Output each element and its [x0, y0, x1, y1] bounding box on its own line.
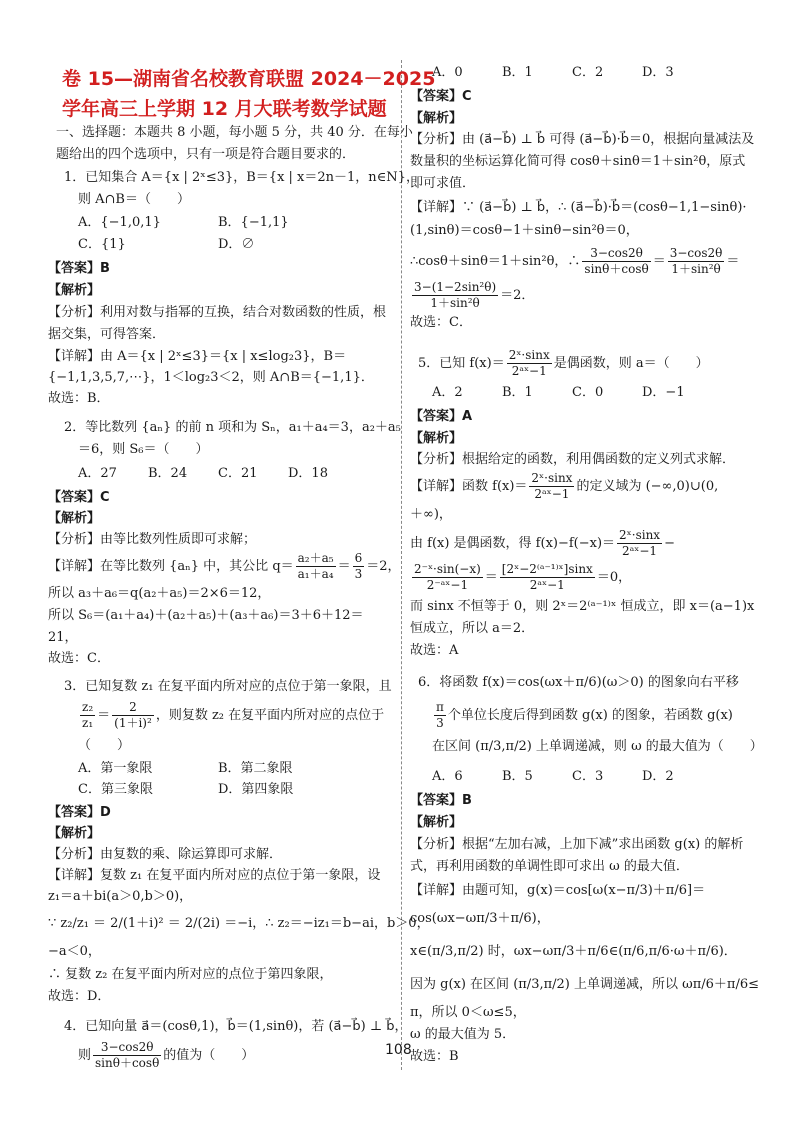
- analysis-text: 【分析】由 (a⃗−b⃗) ⊥ b⃗ 可得 (a⃗−b⃗)·b⃗＝0，根据向量减法及: [410, 132, 755, 147]
- question-stem: （ ）: [78, 738, 131, 753]
- solution-text: 【详解】由 A＝{x | 2ˣ≤3}＝{x | x≤log₂3}，B＝: [48, 349, 347, 364]
- option-a: A．2: [432, 385, 463, 400]
- option-c: C．第三象限: [78, 782, 153, 797]
- answer-label: 【答案】B: [410, 793, 472, 808]
- analysis-text: 数量积的坐标运算化简可得 cosθ＋sinθ＝1＋sin²θ，原式: [410, 154, 746, 169]
- solution-text: x∈(π/3,π/2) 时，ωx−ωπ/3＋π/6∈(π/6,π/6·ω＋π/6)．: [410, 944, 737, 959]
- solution-text: 【详解】复数 z₁ 在复平面内所对应的点位于第一象限，设: [48, 868, 381, 883]
- solution-text: 【详解】在等比数列 {aₙ} 中，其公比 q＝ $\frac{\text{a₂＋a₅}}{\text{a₁＋a₄}}$ ＝ $\frac{6}{3}$ ＝2，: [48, 551, 401, 581]
- option-b: B．1: [502, 385, 533, 400]
- solution-text: ∵ z₂/z₁ ＝ 2/(1＋i)² ＝ 2/(2i) ＝−i，∴ z₂＝−iz₁＝b−ai，b＞0，: [48, 916, 430, 931]
- analysis-text: 式，再利用函数的单调性即可求出 ω 的最大值．: [410, 859, 689, 874]
- solution-text: 恒成立，所以 a＝2．: [410, 621, 535, 636]
- analysis-label: 【解析】: [410, 815, 463, 830]
- solution-text: 所以 S₆＝(a₁＋a₄)＋(a₂＋a₅)＋(a₃＋a₆)＝3＋6＋12＝: [48, 608, 364, 623]
- solution-text: 由 f(x) 是偶函数，得 f(x)−f(−x)＝ $\frac{\text{2ˣ·sinx}}{\text{2ᵃˣ−1}}$ −: [410, 528, 675, 558]
- exam-title-line2: 学年高三上学期 12 月大联考数学试题: [62, 98, 387, 120]
- option-a: A．27: [78, 466, 117, 481]
- solution-text: (1,sinθ)＝cosθ−1＋sinθ−sin²θ＝0，: [410, 223, 639, 238]
- question-stem: 则 $\frac{3-\cos 2\theta}{\sin\theta+\cos\theta}$ 的值为（ ）: [78, 1040, 255, 1070]
- option-d: D．−1: [642, 385, 685, 400]
- solution-text: z₁＝a＋bi(a＞0,b＞0)，: [48, 889, 193, 904]
- solution-text: 【详解】函数 f(x)＝ $\frac{\text{2ˣ·sinx}}{\text{2ᵃˣ−1}}$ 的定义域为 (−∞,0)∪(0,: [410, 471, 719, 501]
- option-b: B．1: [502, 65, 533, 80]
- answer-label: 【答案】D: [48, 805, 111, 820]
- option-d: D．18: [288, 466, 328, 481]
- solution-text: ＋∞)，: [410, 507, 452, 522]
- question-stem: 3．已知复数 z₁ 在复平面内所对应的点位于第一象限，且: [64, 679, 392, 694]
- solution-text: $\frac{\text{2⁻ˣ·sin(−x)}}{\text{2⁻ᵃˣ−1}}$ ＝ $\frac{\text{[2ˣ−2⁽ᵃ⁻¹⁾ˣ]sinx}}{\text{2ᵃˣ−1}}$ ＝0，: [414, 562, 632, 592]
- option-b: B．5: [502, 769, 533, 784]
- question-stem: 则 A∩B＝（ ）: [78, 192, 190, 207]
- analysis-text: 【分析】利用对数与指幂的互换，结合对数函数的性质，根: [48, 305, 387, 320]
- question-stem: 6．将函数 f(x)＝cos(ωx＋π/6)(ω＞0) 的图象向右平移: [418, 675, 739, 690]
- option-a: A．0: [432, 65, 463, 80]
- option-d: D．第四象限: [218, 782, 294, 797]
- solution-text: 所以 a₃＋a₆＝q(a₂＋a₅)＝2×6＝12，: [48, 586, 271, 601]
- choose-text: 故选：B．: [48, 391, 110, 406]
- option-c: C．3: [572, 769, 604, 784]
- choose-text: 故选：C．: [410, 315, 472, 330]
- answer-label: 【答案】C: [410, 89, 472, 104]
- answer-label: 【答案】C: [48, 490, 110, 505]
- choose-text: 故选：B: [410, 1049, 459, 1064]
- analysis-label: 【解析】: [48, 511, 101, 526]
- question-stem: ＝6，则 S₆＝（ ）: [78, 442, 209, 457]
- solution-text: cos(ωx−ωπ/3＋π/6)，: [410, 911, 550, 926]
- solution-text: π，所以 0＜ω≤5，: [410, 1005, 526, 1020]
- section-intro: 一、选择题：本题共 8 小题，每小题 5 分，共 40 分．在每小: [56, 125, 413, 140]
- option-b: B．24: [148, 466, 188, 481]
- analysis-text: 据交集，可得答案．: [48, 327, 166, 342]
- solution-text: $\frac{\text{3−(1−2sin²θ)}}{\text{1＋sin²θ}}$ ＝2．: [414, 280, 535, 310]
- choose-text: 故选：C．: [48, 651, 110, 666]
- question-stem: 1．已知集合 A＝{x | 2ˣ≤3}，B＝{x | x＝2n－1，n∈N}，: [64, 170, 419, 185]
- analysis-label: 【解析】: [48, 826, 101, 841]
- solution-text: ∴cosθ＋sinθ＝1＋sin²θ，∴ $\frac{3-\cos 2\theta}{\sin\theta+\cos\theta}$ ＝ $\frac{3-\cos 2\theta}{\text{1＋sin²θ}}$ ＝: [410, 246, 740, 276]
- section-intro: 题给出的四个选项中，只有一项是符合题目要求的．: [56, 147, 356, 162]
- solution-text: 21，: [48, 630, 78, 645]
- option-a: A．6: [432, 769, 463, 784]
- analysis-label: 【解析】: [48, 283, 101, 298]
- analysis-text: 【分析】由复数的乘、除运算即可求解．: [48, 847, 283, 862]
- solution-text: −a＜0，: [48, 944, 101, 959]
- solution-text: 而 sinx 不恒等于 0，则 2ˣ＝2⁽ᵃ⁻¹⁾ˣ 恒成立，即 x＝(a−1)x: [410, 599, 755, 614]
- question-stem: $\frac{\pi}{3}$ 个单位长度后得到函数 g(x) 的图象，若函数 g(x): [436, 700, 733, 730]
- question-stem: $\frac{\text{z₂}}{\text{z₁}}$ ＝ $\frac{2}{\text{(1＋i)²}}$ ，则复数 z₂ 在复平面内所对应的点位于: [82, 700, 385, 730]
- analysis-label: 【解析】: [410, 431, 463, 446]
- analysis-text: 【分析】根据“左加右减，上加下减”求出函数 g(x) 的解析: [410, 837, 744, 852]
- solution-text: {−1,1,3,5,7,⋯}，1＜log₂3＜2，则 A∩B＝{−1,1}．: [48, 370, 374, 385]
- choose-text: 故选：A: [410, 643, 459, 658]
- option-c: C．2: [572, 65, 604, 80]
- answer-label: 【答案】B: [48, 261, 110, 276]
- option-d: D．2: [642, 769, 674, 784]
- option-c: C．21: [218, 466, 258, 481]
- question-stem: 2．等比数列 {aₙ} 的前 n 项和为 Sₙ，a₁＋a₄＝3，a₂＋a₅: [64, 420, 401, 435]
- exam-title-line1: 卷 15—湖南省名校教育联盟 2024－2025: [62, 68, 436, 90]
- analysis-label: 【解析】: [410, 111, 463, 126]
- question-stem: 在区间 (π/3,π/2) 上单调递减，则 ω 的最大值为（ ）: [432, 739, 763, 754]
- option-a: A．第一象限: [78, 761, 153, 776]
- question-stem: 5．已知 f(x)＝ $\frac{\text{2ˣ·sinx}}{\text{2ᵃˣ−1}}$ 是偶函数，则 a＝（ ）: [418, 348, 709, 378]
- option-b: B．{−1,1}: [218, 215, 289, 230]
- option-b: B．第二象限: [218, 761, 293, 776]
- option-c: C．0: [572, 385, 604, 400]
- solution-text: 【详解】∵ (a⃗−b⃗) ⊥ b⃗，∴ (a⃗−b⃗)·b⃗＝(cosθ−1,1−sinθ)·: [410, 200, 747, 215]
- analysis-text: 即可求值．: [410, 176, 476, 191]
- solution-text: ∴ 复数 z₂ 在复平面内所对应的点位于第四象限，: [48, 967, 333, 982]
- page-number: 108: [385, 1042, 412, 1058]
- option-d: D．∅: [218, 237, 255, 252]
- option-d: D．3: [642, 65, 674, 80]
- solution-text: 【详解】由题可知，g(x)＝cos[ω(x−π/3)＋π/6]＝: [410, 883, 706, 898]
- solution-text: 因为 g(x) 在区间 (π/3,π/2) 上单调递减，所以 ωπ/6＋π/6≤: [410, 977, 760, 992]
- option-c: C．{1}: [78, 237, 126, 252]
- answer-label: 【答案】A: [410, 409, 473, 424]
- analysis-text: 【分析】根据给定的函数，利用偶函数的定义列式求解．: [410, 452, 736, 467]
- option-a: A．{−1,0,1}: [78, 215, 161, 230]
- question-stem: 4．已知向量 a⃗＝(cosθ,1)，b⃗＝(1,sinθ)，若 (a⃗−b⃗) ⊥ b⃗，: [64, 1019, 408, 1034]
- analysis-text: 【分析】由等比数列性质即可求解；: [48, 532, 257, 547]
- solution-text: ω 的最大值为 5．: [410, 1027, 516, 1042]
- choose-text: 故选：D．: [48, 989, 111, 1004]
